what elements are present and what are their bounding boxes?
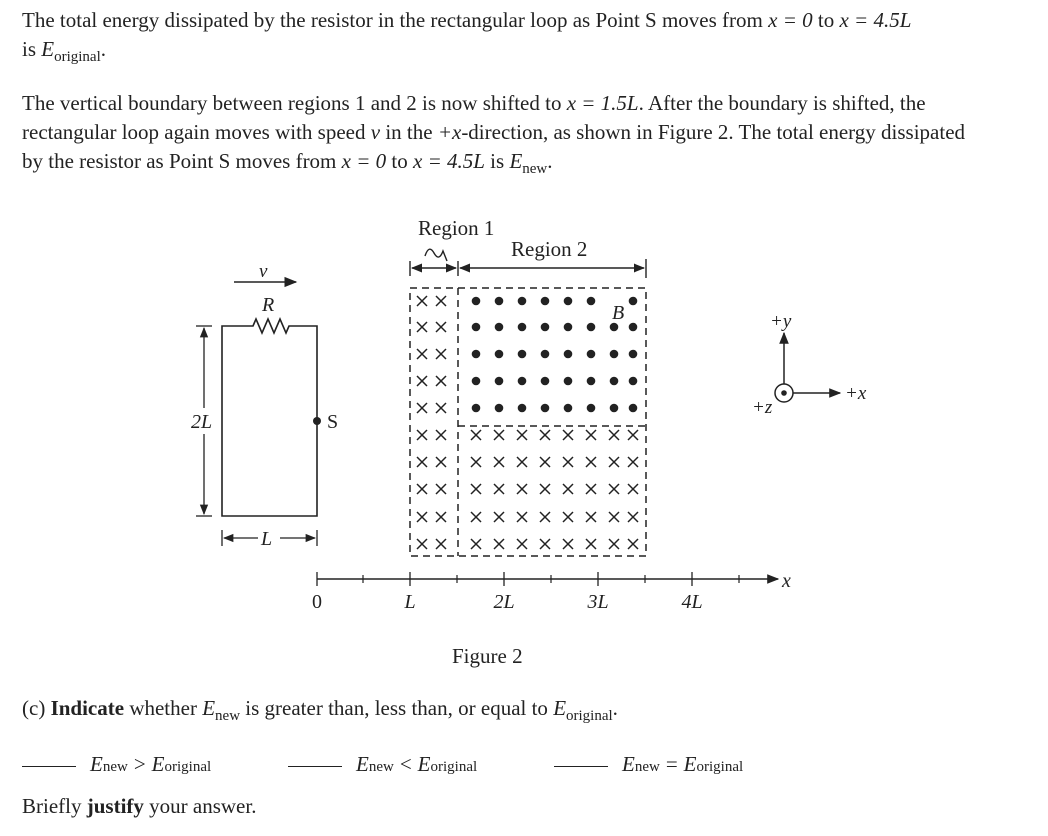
p2-text-3: rectangular loop again moves with speed bbox=[22, 120, 366, 144]
field-into-page-symbol bbox=[494, 484, 504, 494]
field-into-page-symbol bbox=[417, 403, 427, 413]
field-out-of-page-symbol bbox=[587, 350, 596, 359]
field-into-page-symbol bbox=[563, 512, 573, 522]
choice-equal[interactable]: E new = E original bbox=[554, 752, 743, 777]
choice-sym-a: E bbox=[356, 752, 369, 776]
field-out-of-page-symbol bbox=[518, 323, 527, 332]
field-into-page-symbol bbox=[494, 457, 504, 467]
question-text-b: is greater than, less than, or equal to bbox=[245, 696, 548, 720]
field-out-of-page-symbol bbox=[541, 404, 550, 413]
justify-prompt bbox=[22, 792, 256, 821]
rectangular-loop bbox=[222, 294, 338, 516]
field-into-page-symbol bbox=[494, 512, 504, 522]
question-sub-2: original bbox=[566, 708, 613, 724]
field-out-of-page-symbol bbox=[564, 377, 573, 386]
field-into-page-symbol bbox=[609, 430, 619, 440]
choice-sym-b: E bbox=[151, 752, 165, 776]
field-out-of-page-symbol bbox=[472, 377, 481, 386]
field-into-page-symbol bbox=[417, 296, 427, 306]
magnetic-field-region bbox=[410, 288, 646, 556]
field-out-of-page-symbol bbox=[518, 377, 527, 386]
p2-is: is bbox=[490, 149, 505, 173]
field-into-page-symbol bbox=[563, 484, 573, 494]
x-axis bbox=[312, 572, 778, 613]
field-out-of-page-symbol bbox=[610, 377, 619, 386]
field-out-of-page-symbol bbox=[564, 323, 573, 332]
field-into-page-symbol bbox=[436, 296, 446, 306]
x-axis-tick-label: 4L bbox=[681, 591, 703, 613]
field-into-page-symbol bbox=[417, 376, 427, 386]
field-into-page-symbol bbox=[628, 539, 638, 549]
field-into-page-symbol bbox=[436, 403, 446, 413]
field-out-of-page-symbol bbox=[541, 323, 550, 332]
field-into-page-symbol bbox=[517, 484, 527, 494]
region-1-width-arrow bbox=[410, 261, 458, 276]
field-out-of-page-symbol bbox=[564, 297, 573, 306]
x-axis-tick-label: 3L bbox=[587, 591, 609, 613]
field-out-of-page-symbol bbox=[587, 377, 596, 386]
choice-less[interactable]: E new < E original bbox=[288, 752, 477, 777]
field-into-page-symbol bbox=[417, 457, 427, 467]
field-into-page-symbol bbox=[586, 484, 596, 494]
field-out-of-page-symbol bbox=[564, 350, 573, 359]
choice-sym-a: E bbox=[90, 752, 103, 776]
field-into-page-symbol bbox=[517, 430, 527, 440]
field-out-of-page-symbol bbox=[495, 377, 504, 386]
point-s-marker bbox=[313, 417, 321, 425]
question-sym-2: E bbox=[553, 696, 567, 720]
field-into-page-symbol bbox=[517, 457, 527, 467]
field-into-page-symbol bbox=[628, 430, 638, 440]
field-into-page-symbol bbox=[517, 512, 527, 522]
question-part: (c) bbox=[22, 696, 46, 720]
p2-text-2: . After the boundary is shifted, the bbox=[638, 91, 926, 115]
field-into-page-symbol bbox=[417, 349, 427, 359]
x-axis-tick-label: 0 bbox=[312, 591, 322, 613]
field-out-of-page-symbol bbox=[541, 350, 550, 359]
field-into-page-symbol bbox=[436, 349, 446, 359]
field-out-of-page-symbol bbox=[495, 404, 504, 413]
p2-text-1: The vertical boundary between regions 1 and 2 is now shifted to bbox=[22, 91, 562, 115]
field-out-of-page-symbol bbox=[629, 350, 638, 359]
field-out-of-page-symbol bbox=[472, 350, 481, 359]
field-into-page-symbol bbox=[586, 539, 596, 549]
p2-symbol-sub: new bbox=[522, 161, 548, 177]
choice-operator: > bbox=[133, 752, 146, 776]
resistor-label: R bbox=[262, 294, 275, 316]
p2-text-6: by the resistor as Point S moves from bbox=[22, 149, 337, 173]
p2-period: . bbox=[547, 149, 553, 173]
field-out-of-page-symbol bbox=[518, 297, 527, 306]
field-into-page-symbol bbox=[563, 539, 573, 549]
field-into-page-symbol bbox=[609, 539, 619, 549]
field-into-page-symbol bbox=[540, 539, 550, 549]
intro-symbol-sub: original bbox=[54, 49, 101, 65]
field-into-page-symbol bbox=[436, 539, 446, 549]
region-1-pointer bbox=[425, 249, 447, 261]
coord-z-label: +z bbox=[752, 397, 773, 418]
choice-operator: < bbox=[399, 752, 412, 776]
coord-y-label: +y bbox=[770, 311, 792, 332]
question-end: . bbox=[612, 696, 618, 720]
p2-from-x: x = 0 bbox=[341, 149, 387, 173]
choice-greater[interactable]: E new > E original bbox=[22, 752, 211, 777]
velocity-label: v bbox=[259, 261, 268, 282]
field-into-page-symbol bbox=[436, 484, 446, 494]
field-out-of-page-symbol bbox=[610, 404, 619, 413]
region-2-label: Region 2 bbox=[511, 237, 588, 261]
width-label: L bbox=[261, 528, 273, 550]
choice-sym-b: E bbox=[417, 752, 431, 776]
field-into-page-symbol bbox=[471, 512, 481, 522]
field-out-of-page-symbol bbox=[495, 297, 504, 306]
question-sym-1: E bbox=[202, 696, 216, 720]
choice-operator: = bbox=[665, 752, 678, 776]
field-into-page-symbol bbox=[628, 512, 638, 522]
p2-shift-x: x = 1.5L bbox=[566, 91, 639, 115]
field-out-of-page-symbol bbox=[541, 297, 550, 306]
field-out-of-page-symbol bbox=[629, 323, 638, 332]
question-c bbox=[22, 694, 618, 723]
answer-blank-greater[interactable] bbox=[22, 766, 76, 767]
field-into-page-symbol bbox=[436, 457, 446, 467]
region-2-width-arrow bbox=[460, 259, 646, 278]
field-into-page-symbol bbox=[436, 512, 446, 522]
field-into-page-symbol bbox=[540, 484, 550, 494]
p2-symbol: E bbox=[509, 149, 523, 173]
field-out-of-page-symbol bbox=[495, 350, 504, 359]
field-into-page-symbol bbox=[609, 484, 619, 494]
field-into-page-symbol bbox=[563, 457, 573, 467]
p2-direction: +x bbox=[437, 120, 462, 144]
field-out-of-page-symbol bbox=[629, 404, 638, 413]
x-axis-tick-label: 2L bbox=[493, 591, 515, 613]
coordinate-system-icon bbox=[775, 333, 840, 402]
p2-to: to bbox=[391, 149, 408, 173]
field-out-of-page-symbol bbox=[587, 297, 596, 306]
field-into-page-symbol bbox=[540, 457, 550, 467]
intro-is: is bbox=[22, 37, 37, 61]
p2-speed: v bbox=[370, 120, 381, 144]
field-out-of-page-symbol bbox=[518, 404, 527, 413]
field-out-of-page-symbol bbox=[629, 297, 638, 306]
p2-text-4: in the bbox=[385, 120, 433, 144]
field-into-page-symbol bbox=[586, 512, 596, 522]
choice-sym-a: E bbox=[622, 752, 635, 776]
field-out-of-page-symbol bbox=[564, 404, 573, 413]
answer-blank-equal[interactable] bbox=[554, 766, 608, 767]
field-into-page-symbol bbox=[628, 457, 638, 467]
choice-sym-b: E bbox=[683, 752, 697, 776]
field-out-of-page-symbol bbox=[518, 350, 527, 359]
x-axis-tick-label: L bbox=[404, 591, 416, 613]
field-into-page-symbol bbox=[609, 512, 619, 522]
region-1-label: Region 1 bbox=[418, 216, 495, 240]
field-into-page-symbol bbox=[586, 430, 596, 440]
field-into-page-symbol bbox=[417, 539, 427, 549]
field-into-page-symbol bbox=[540, 512, 550, 522]
answer-blank-less[interactable] bbox=[288, 766, 342, 767]
intro-symbol: E bbox=[41, 37, 55, 61]
field-into-page-symbol bbox=[628, 484, 638, 494]
intro-period: . bbox=[100, 37, 106, 61]
field-into-page-symbol bbox=[417, 512, 427, 522]
intro-text: The total energy dissipated by the resistor in the rectangular loop as Point S moves from bbox=[22, 8, 763, 32]
field-into-page-symbol bbox=[471, 484, 481, 494]
field-out-of-page-symbol bbox=[472, 404, 481, 413]
field-out-of-page-symbol bbox=[472, 297, 481, 306]
question-text-a: whether bbox=[129, 696, 197, 720]
field-into-page-symbol bbox=[436, 376, 446, 386]
field-into-page-symbol bbox=[471, 457, 481, 467]
field-into-page-symbol bbox=[540, 430, 550, 440]
intro-to-x: x = 4.5L bbox=[839, 8, 912, 32]
field-into-page-symbol bbox=[586, 457, 596, 467]
field-into-page-symbol bbox=[471, 430, 481, 440]
intro-to: to bbox=[817, 8, 835, 32]
intro-from-x: x = 0 bbox=[768, 8, 813, 32]
field-into-page-symbol bbox=[417, 430, 427, 440]
question-verb: Indicate bbox=[50, 696, 125, 720]
field-out-of-page-symbol bbox=[495, 323, 504, 332]
point-s-label: S bbox=[327, 411, 339, 433]
field-out-of-page-symbol bbox=[541, 377, 550, 386]
p2-to-x: x = 4.5L bbox=[413, 149, 485, 173]
justify-text-a: Briefly bbox=[22, 794, 82, 818]
figure-caption: Figure 2 bbox=[452, 644, 523, 668]
x-axis-label: x bbox=[782, 570, 791, 592]
height-label: 2L bbox=[191, 411, 213, 433]
field-out-of-page-symbol bbox=[587, 404, 596, 413]
coord-x-label: +x bbox=[845, 383, 867, 404]
field-out-of-page-symbol bbox=[629, 377, 638, 386]
field-into-page-symbol bbox=[517, 539, 527, 549]
field-into-page-symbol bbox=[417, 322, 427, 332]
field-into-page-symbol bbox=[417, 484, 427, 494]
p2-text-5: -direction, as shown in Figure 2. The total energy dissipated bbox=[461, 120, 966, 144]
field-out-of-page-symbol bbox=[472, 323, 481, 332]
field-into-page-symbol bbox=[436, 430, 446, 440]
field-out-of-page-symbol bbox=[610, 350, 619, 359]
field-into-page-symbol bbox=[494, 430, 504, 440]
field-into-page-symbol bbox=[471, 539, 481, 549]
justify-verb: justify bbox=[86, 794, 144, 818]
loop-wire-with-resistor bbox=[222, 319, 317, 516]
field-out-of-page-symbol bbox=[587, 323, 596, 332]
field-into-page-symbol bbox=[436, 322, 446, 332]
field-b-label: B bbox=[612, 302, 625, 324]
question-sub-1: new bbox=[215, 708, 241, 724]
field-into-page-symbol bbox=[609, 457, 619, 467]
field-into-page-symbol bbox=[563, 430, 573, 440]
justify-text-b: your answer. bbox=[149, 794, 257, 818]
field-into-page-symbol bbox=[494, 539, 504, 549]
